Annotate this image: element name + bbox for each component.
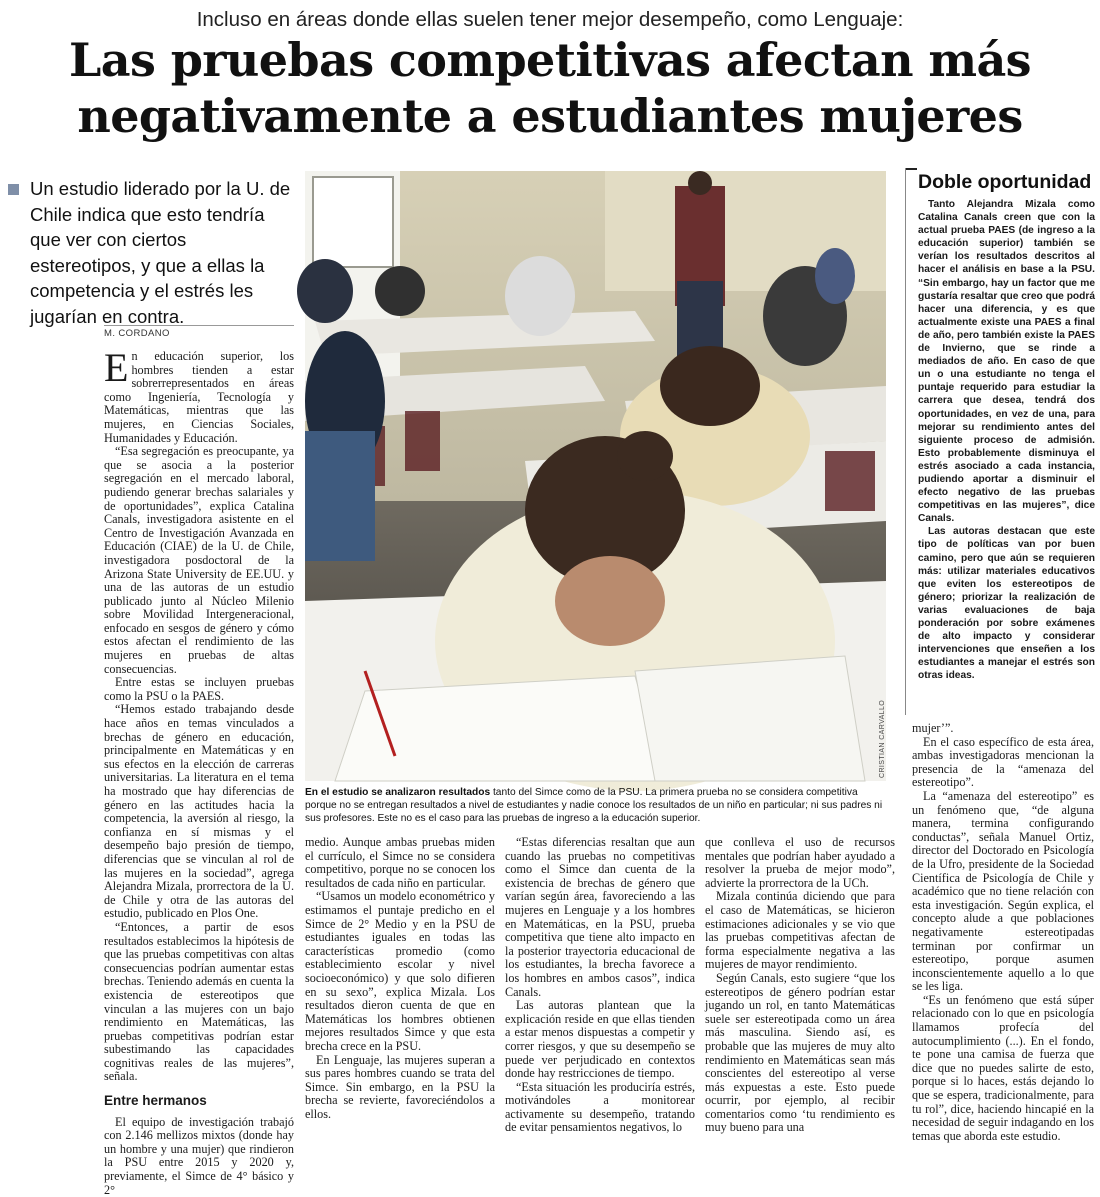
paragraph: Tanto Alejandra Mizala como Catalina Canals creen que con la actual prueba PAES (de ingreso a la educación superior) también se verían los resultados descritos al hacer el análisis en base a la PSU. “Sin embargo, hay un factor que me gustaría resaltar que creo que podrá hacer una diferencia, y es que actualmente existe una PAES a final de año, pero también existe la PAES de Invierno, que se rinde a mediados de año. En caso de que un o una estudiante no tenga el puntaje requerido para estudiar la carrera que desea, tendrá dos oportunidades, en vez de una, para mejorar su rendimiento antes del siguiente proceso de admisión. Esto probablemente disminuya el estrés asociado a cada instancia, pudiendo aportar a disminuir el efecto negativo de las pruebas competitivas en las mujeres”, dice Canals. [918,199,1095,525]
lead-text: Un estudio liderado por la U. de Chile indica que esto tendría que ver con ciertos estereotipos, y que a ellas la competencia y el estrés les jugarían en contra. [30,178,291,327]
byline-rule [104,325,294,326]
article-column-1 [104,345,294,1197]
subhead-entre-hermanos: Entre hermanos [104,1093,207,1109]
sidebar-body [918,198,1095,682]
headline-line-1: Las pruebas competitivas afectan más [69,33,1031,87]
sidebar-doble-oportunidad [905,168,1095,715]
paragraph: Las autoras plantean que la explicación reside en que ellas tienden a estar menos dispuestas a competir y correr riesgos, y que su desempeño se puede ver perjudicado en contextos donde hay restricciones de tiempo. [505,998,695,1081]
byline: M. CORDANO [104,328,170,339]
photo-caption [305,786,890,825]
paragraph: En el caso específico de esta área, ambas investigadoras mencionan la presencia de la “amenaza del estereotipo”. [912,734,1094,790]
headline-line-2: negativamente a estudiantes mujeres [77,89,1023,143]
paragraph: Entre estas se incluyen pruebas como la PSU o la PAES. [104,675,294,703]
paragraph: “Esa segregación es preocupante, ya que se asocia a la posterior segregación en el mercado laboral, pudiendo generar brechas salariales y de oportunidades”, explica Catalina Canals, investigadora asistente en el Centro de Investigación Avanzada en Educación (CIAE) de la U. de Chile, investigadora posdoctoral de la Arizona State University de EE.UU. y una de las autoras de un estudio publicado junto al Núcleo Milenio sobre Movilidad Intergeneracional, enfocado en sesgos de género y cómo estos afectan el rendimiento de las mujeres en pruebas de altas consecuencias. [104,444,294,676]
paragraph: “Esta situación les produciría estrés, motivándoles a monitorear activamente su desempeño, tratando de evitar pensamientos negativos, lo [505,1079,695,1135]
paragraph: “Usamos un modelo econométrico y estimamos el puntaje predicho en el Simce de 2° Medio y en la PSU de estudiantes iguales en todas las características promedio (como establecimiento escolar y nivel socioeconómico) y que solo difieren en su sexo”, explica Mizala. Los resultados dieron cuenta de que en Matemáticas los hombres obtienen mejores resultados Simce y que esta brecha crece en la PSU. [305,889,495,1053]
paragraph: Mizala continúa diciendo que para el caso de Matemáticas, se hicieron estimaciones adicionales y se vio que las pruebas competitivas afectan de forma especialmente negativa a las mujeres de mayor rendimiento. [705,889,895,972]
paragraph: mujer’”. [912,721,954,735]
paragraph: Según Canals, esto sugiere “que los estereotipos de género podrían estar jugando un rol, en tanto Matemáticas suele ser estereotipada como un área más masculina. Siendo así, es probable que las mujeres de muy alto rendimiento en Matemáticas sean más conscientes del estereotipo al verse más expuestas a este. Esto puede ocurrir, por ejemplo, al recibir comentarios como ‘tu rendimiento es muy bueno para una [705,970,895,1135]
classroom-exam-photo [305,171,886,781]
paragraph: Las autoras destacan que este tipo de políticas van por buen camino, pero que aún se requieren más: utilizar materiales educativos que eviten los estereotipos de género; priorizar la realización de varias evaluaciones de baja ponderación por sobre exámenes de alto impacto y considerar intervenciones que enseñen a los estudiantes a manejar el estrés son otras ideas. [918,526,1095,682]
paragraph: que conlleva el uso de recursos mentales que podrían haber ayudado a resolver la prueba de mejor modo”, advierte la prorrectora de la UCh. [705,835,895,890]
paragraph: medio. Aunque ambas pruebas miden el currículo, el Simce no se considera competitivo, porque no se conocen los resultados de cada niño en particular. [305,835,495,890]
lead-summary [8,176,293,329]
bullet-square-icon [8,184,19,195]
paragraph: “Estas diferencias resaltan que aun cuando las pruebas no competitivas como el Simce dan cuenta de la existencia de brechas de género que varían según área, favoreciendo a las mujeres en Lenguaje y a los hombres en Matemáticas, en la PSU, prueba competitiva que tiene alto impacto en la posterior trayectoria educacional de los estudiantes, la brecha favorece a los hombres en ambos casos”, indica Canals. [505,835,695,999]
paragraph: En Lenguaje, las mujeres superan a sus pares hombres cuando se trata del Simce. Sin embargo, en la PSU la brecha se revierte, favoreciéndolos a ellos. [305,1052,495,1121]
caption-text: tanto del Simce como de la PSU. La primera prueba no se considera competitiva porque no se entregan resultados a nivel de estudiantes y nadie conoce los resultados de un niño en particular; ni sus padres ni sus profesores. Este no es el caso para las pruebas de ingreso a la educación superior. [305,787,883,824]
paragraph: El equipo de investigación trabajó con 2.146 mellizos mixtos (donde hay un hombre y una mujer) que rindieron la PSU entre 2015 y 2020 y, previamente, el Simce de 4° básico y 2° [104,1114,294,1197]
article-photo [305,171,886,781]
headline [0,32,1100,144]
paragraph: La “amenaza del estereotipo” es un fenómeno que, “de alguna manera, termina configurando conductas”, señala Manuel Ortiz, director del Doctorado en Psicología de la Ufro, presidente de la Sociedad Científica de Psicología de Chile y académico que no tiene relación con esta investigación. Según explica, el concepto alude a que poblaciones negativamente estereotipadas terminan por confirmar un estereotipo, porque asumen inconscientemente aquello a lo que se les liga. [912,788,1094,994]
article-column-5 [912,722,1094,1143]
caption-lead: En el estudio se analizaron resultados [305,787,491,798]
dropcap: E [104,345,129,390]
photo-credit: CRISTIAN CARVALLO [879,699,886,778]
kicker: Incluso en áreas donde ellas suelen tener mejor desempeño, como Lenguaje: [196,8,904,31]
sidebar-title: Doble oportunidad [918,171,1092,193]
paragraph: “Hemos estado trabajando desde hace años en temas vinculados a brechas de género en educación, principalmente en Matemáticas y en sus efectos en la elección de carreras universitarias. La literatura en el tema ha mostrado que hay diferencias de género en las actitudes hacia la competencia, la aversión al riesgo, la confianza en sí mismas y el desempeño bajo presión de tiempo, diferencias que se vinculan al rol de las mujeres en la sociedad”, agrega Alejandra Mizala, prorrectora de la U. de Chile y otra de las autoras del estudio, publicado en Plos One. [104,702,294,921]
article-column-2 [305,836,495,1121]
paragraph: “Entonces, a partir de esos resultados establecimos la hipótesis de que las pruebas competitivas con altas consecuencias podrían aumentar estas brechas. Teniendo además en cuenta la existencia de estereotipos que vinculan a las mujeres con un bajo rendimiento en Matemáticas, las pruebas competitivas podrían estar subestimando las capacidades cognitivas reales de las mujeres”, señala. [104,919,294,1084]
paragraph: “Es un fenómeno que está súper relacionado con lo que en psicología llamamos profecía del autocumplimiento (...). En el fondo, te pone una camisa de fuerza que dice que no puedes salirte de esto, porque si lo haces, estás dejando lo que se espera, tradicionalmente, para tu rol”, dice, haciendo hincapié en la necesidad de seguir indagando en los temas que aborda este estudio. [912,992,1094,1143]
article-column-4 [705,836,895,1135]
article-column-3 [505,836,695,1135]
paragraph: En educación superior, los hombres tienden a estar sobrerrepresentados en áreas como Ingeniería, Tecnología y Matemáticas, mientras que las mujeres, en Ciencias Sociales, Humanidades y Educación. [104,345,294,445]
